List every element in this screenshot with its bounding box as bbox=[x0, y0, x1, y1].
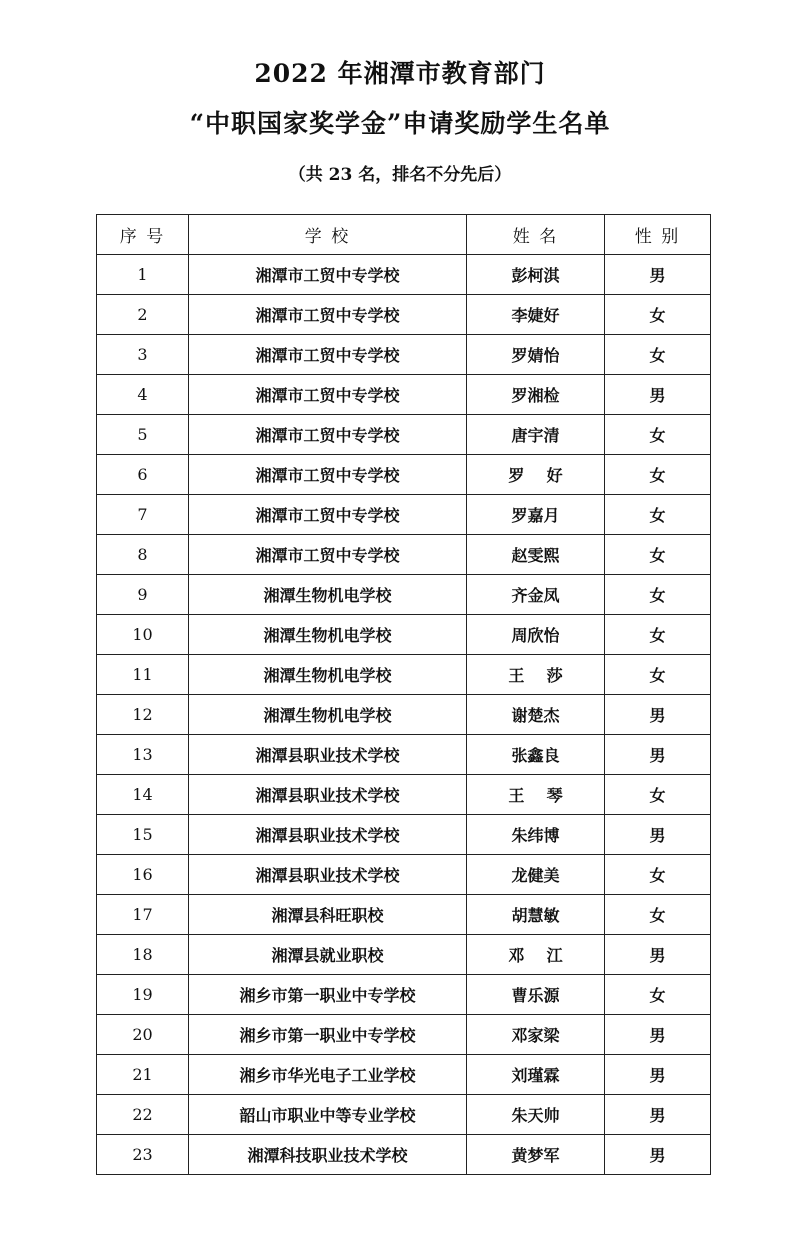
cell-name: 王 琴 bbox=[467, 775, 605, 815]
table-row bbox=[97, 255, 711, 295]
cell-name: 朱纬博 bbox=[467, 815, 605, 855]
cell-name: 张鑫良 bbox=[467, 735, 605, 775]
table-row bbox=[97, 775, 711, 815]
table-row bbox=[97, 935, 711, 975]
cell-gender: 女 bbox=[605, 615, 711, 655]
cell-school: 湘潭市工贸中专学校 bbox=[189, 255, 467, 295]
table-row bbox=[97, 855, 711, 895]
table-row bbox=[97, 575, 711, 615]
table-row bbox=[97, 615, 711, 655]
document-title-line2: “中职国家奖学金”申请奖励学生名单 bbox=[189, 109, 611, 138]
cell-index: 17 bbox=[97, 895, 189, 935]
cell-gender: 男 bbox=[605, 935, 711, 975]
table-row bbox=[97, 1135, 711, 1175]
cell-name: 赵雯熙 bbox=[467, 535, 605, 575]
cell-index: 14 bbox=[97, 775, 189, 815]
table-row bbox=[97, 455, 711, 495]
cell-school: 韶山市职业中等专业学校 bbox=[189, 1095, 467, 1135]
cell-gender: 女 bbox=[605, 655, 711, 695]
cell-name: 刘瑾霖 bbox=[467, 1055, 605, 1095]
header-school: 学 校 bbox=[189, 215, 467, 255]
cell-school: 湘潭市工贸中专学校 bbox=[189, 535, 467, 575]
cell-index: 7 bbox=[97, 495, 189, 535]
cell-school: 湘潭县职业技术学校 bbox=[189, 775, 467, 815]
cell-index: 6 bbox=[97, 455, 189, 495]
cell-school: 湘乡市第一职业中专学校 bbox=[189, 1015, 467, 1055]
cell-name: 齐金凤 bbox=[467, 575, 605, 615]
cell-name: 胡慧敏 bbox=[467, 895, 605, 935]
cell-gender: 男 bbox=[605, 815, 711, 855]
cell-index: 8 bbox=[97, 535, 189, 575]
cell-school: 湘乡市华光电子工业学校 bbox=[189, 1055, 467, 1095]
cell-gender: 女 bbox=[605, 535, 711, 575]
table-row bbox=[97, 655, 711, 695]
cell-index: 12 bbox=[97, 695, 189, 735]
cell-name: 曹乐源 bbox=[467, 975, 605, 1015]
table-row bbox=[97, 495, 711, 535]
table-row bbox=[97, 735, 711, 775]
cell-index: 19 bbox=[97, 975, 189, 1015]
cell-index: 4 bbox=[97, 375, 189, 415]
cell-index: 21 bbox=[97, 1055, 189, 1095]
cell-index: 23 bbox=[97, 1135, 189, 1175]
cell-gender: 男 bbox=[605, 1015, 711, 1055]
cell-index: 16 bbox=[97, 855, 189, 895]
cell-gender: 女 bbox=[605, 775, 711, 815]
cell-index: 15 bbox=[97, 815, 189, 855]
table-row bbox=[97, 1095, 711, 1135]
header-name: 姓 名 bbox=[467, 215, 605, 255]
cell-gender: 男 bbox=[605, 1135, 711, 1175]
table-row bbox=[97, 535, 711, 575]
cell-gender: 女 bbox=[605, 975, 711, 1015]
cell-index: 5 bbox=[97, 415, 189, 455]
cell-gender: 男 bbox=[605, 255, 711, 295]
cell-index: 10 bbox=[97, 615, 189, 655]
cell-name: 罗嘉月 bbox=[467, 495, 605, 535]
cell-school: 湘潭生物机电学校 bbox=[189, 615, 467, 655]
cell-school: 湘潭科技职业技术学校 bbox=[189, 1135, 467, 1175]
header-gender: 性 别 bbox=[605, 215, 711, 255]
table-row bbox=[97, 375, 711, 415]
cell-name: 周欣怡 bbox=[467, 615, 605, 655]
cell-name: 黄梦军 bbox=[467, 1135, 605, 1175]
cell-school: 湘潭市工贸中专学校 bbox=[189, 455, 467, 495]
cell-name: 邓 江 bbox=[467, 935, 605, 975]
cell-school: 湘潭县职业技术学校 bbox=[189, 815, 467, 855]
table-row bbox=[97, 1055, 711, 1095]
table-row bbox=[97, 295, 711, 335]
cell-index: 1 bbox=[97, 255, 189, 295]
table-row bbox=[97, 1015, 711, 1055]
cell-gender: 女 bbox=[605, 295, 711, 335]
cell-name: 李婕好 bbox=[467, 295, 605, 335]
cell-name: 罗湘检 bbox=[467, 375, 605, 415]
cell-school: 湘潭县职业技术学校 bbox=[189, 735, 467, 775]
cell-school: 湘潭市工贸中专学校 bbox=[189, 375, 467, 415]
cell-gender: 女 bbox=[605, 495, 711, 535]
cell-school: 湘潭生物机电学校 bbox=[189, 575, 467, 615]
document-title-line1: 2022 年湘潭市教育部门 bbox=[254, 59, 546, 88]
cell-index: 13 bbox=[97, 735, 189, 775]
cell-school: 湘潭市工贸中专学校 bbox=[189, 495, 467, 535]
cell-index: 22 bbox=[97, 1095, 189, 1135]
cell-index: 9 bbox=[97, 575, 189, 615]
cell-name: 罗婧怡 bbox=[467, 335, 605, 375]
cell-gender: 女 bbox=[605, 855, 711, 895]
cell-school: 湘潭县科旺职校 bbox=[189, 895, 467, 935]
cell-name: 邓家梁 bbox=[467, 1015, 605, 1055]
cell-gender: 女 bbox=[605, 895, 711, 935]
cell-name: 罗 好 bbox=[467, 455, 605, 495]
cell-school: 湘潭市工贸中专学校 bbox=[189, 295, 467, 335]
table-row bbox=[97, 415, 711, 455]
document-subtitle: （共 23 名，排名不分先后） bbox=[288, 165, 512, 185]
table-row bbox=[97, 895, 711, 935]
table-row bbox=[97, 695, 711, 735]
table-body bbox=[97, 255, 711, 1175]
cell-index: 2 bbox=[97, 295, 189, 335]
cell-gender: 女 bbox=[605, 575, 711, 615]
cell-school: 湘潭市工贸中专学校 bbox=[189, 335, 467, 375]
student-roster-table bbox=[96, 214, 711, 1175]
cell-index: 20 bbox=[97, 1015, 189, 1055]
cell-school: 湘潭市工贸中专学校 bbox=[189, 415, 467, 455]
table-header-row bbox=[97, 215, 711, 255]
cell-school: 湘潭生物机电学校 bbox=[189, 695, 467, 735]
table-row bbox=[97, 815, 711, 855]
cell-name: 王 莎 bbox=[467, 655, 605, 695]
table-row bbox=[97, 335, 711, 375]
cell-school: 湘乡市第一职业中专学校 bbox=[189, 975, 467, 1015]
cell-gender: 女 bbox=[605, 335, 711, 375]
cell-index: 11 bbox=[97, 655, 189, 695]
cell-name: 朱天帅 bbox=[467, 1095, 605, 1135]
cell-gender: 女 bbox=[605, 455, 711, 495]
cell-name: 谢楚杰 bbox=[467, 695, 605, 735]
cell-index: 18 bbox=[97, 935, 189, 975]
cell-gender: 男 bbox=[605, 735, 711, 775]
cell-gender: 男 bbox=[605, 375, 711, 415]
cell-name: 彭柯淇 bbox=[467, 255, 605, 295]
cell-gender: 男 bbox=[605, 1095, 711, 1135]
cell-school: 湘潭县就业职校 bbox=[189, 935, 467, 975]
cell-school: 湘潭生物机电学校 bbox=[189, 655, 467, 695]
cell-index: 3 bbox=[97, 335, 189, 375]
header-index: 序 号 bbox=[97, 215, 189, 255]
cell-gender: 女 bbox=[605, 415, 711, 455]
cell-gender: 男 bbox=[605, 1055, 711, 1095]
cell-name: 龙健美 bbox=[467, 855, 605, 895]
cell-name: 唐宇清 bbox=[467, 415, 605, 455]
cell-school: 湘潭县职业技术学校 bbox=[189, 855, 467, 895]
cell-gender: 男 bbox=[605, 695, 711, 735]
table-row bbox=[97, 975, 711, 1015]
